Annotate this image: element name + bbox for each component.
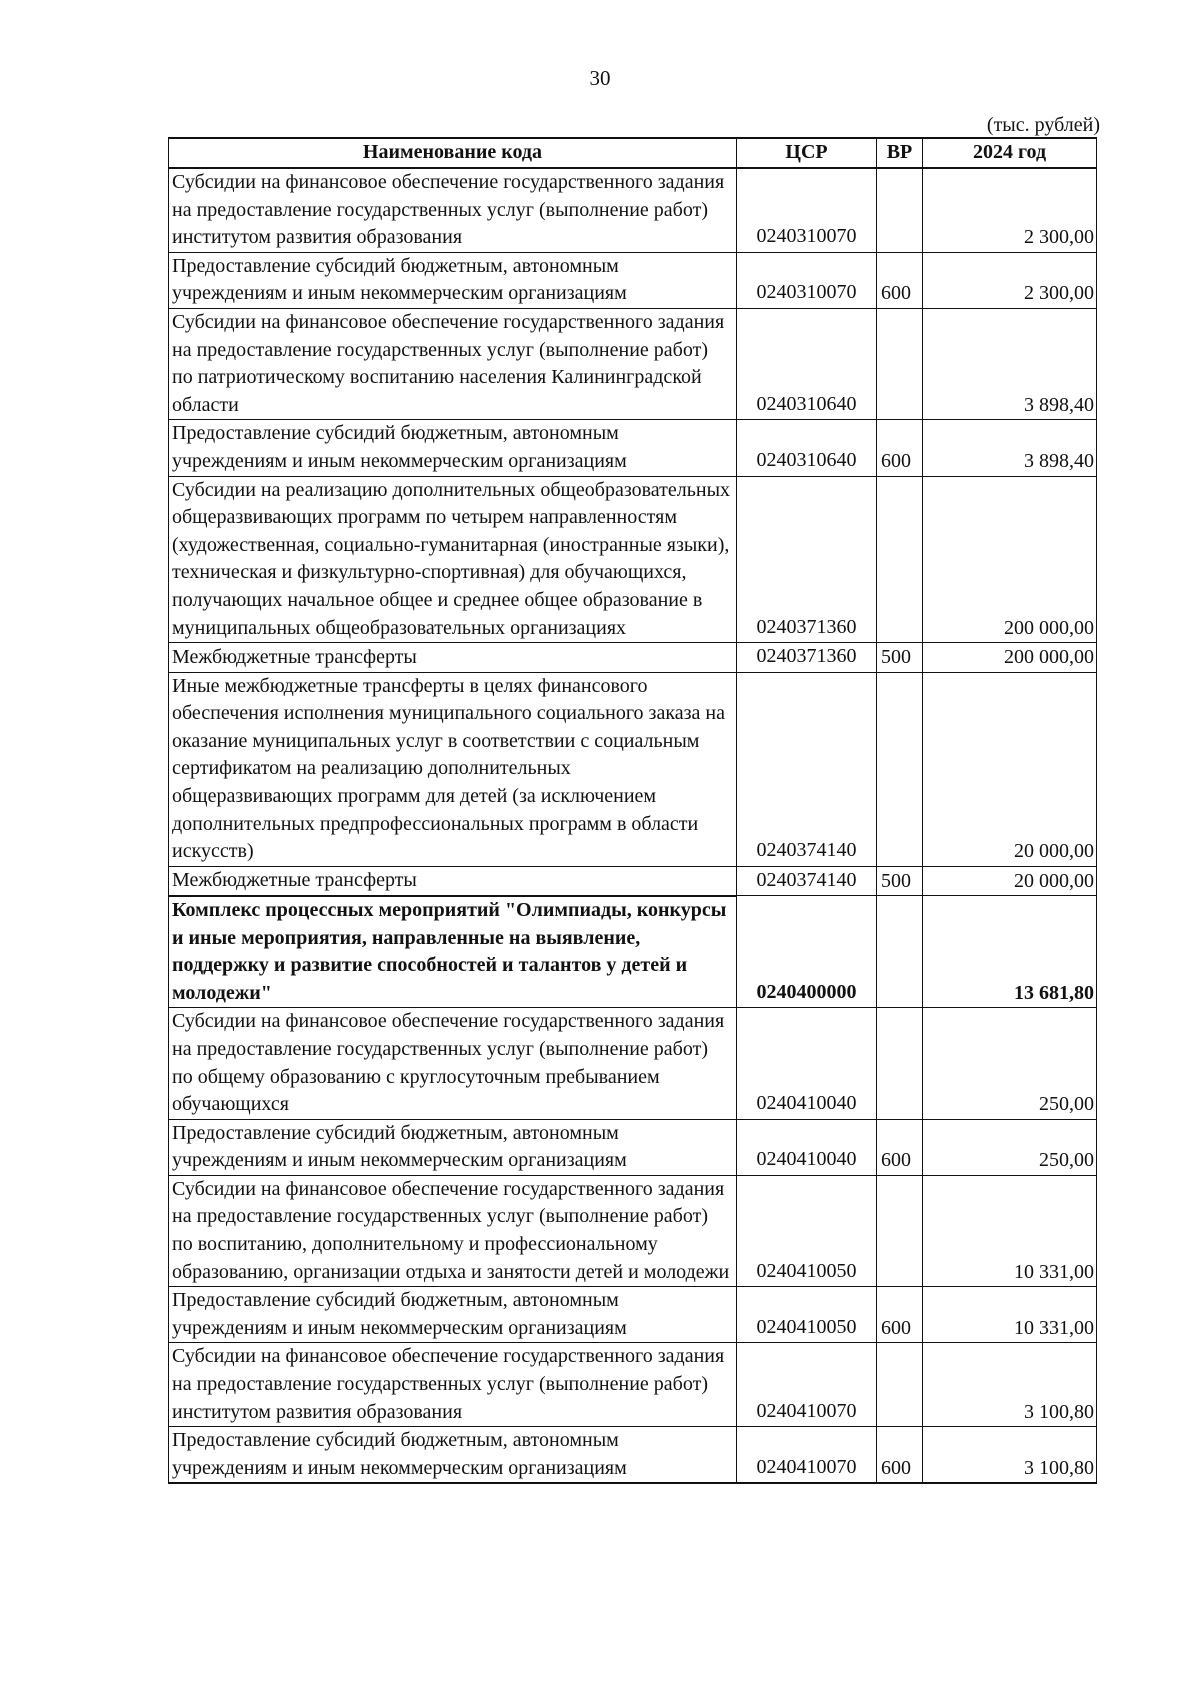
- cell-csr-code: 0240374140: [737, 866, 877, 896]
- cell-csr-code: 0240371360: [737, 476, 877, 643]
- cell-amount-2024: 2 300,00: [923, 252, 1097, 308]
- cell-csr-code: 0240410040: [737, 1119, 877, 1175]
- table-row: [169, 866, 1097, 896]
- cell-csr-code: 0240310070: [737, 252, 877, 308]
- cell-amount-2024: 3 100,80: [923, 1343, 1097, 1427]
- cell-vr-code: [877, 168, 923, 252]
- cell-vr-code: [877, 308, 923, 419]
- cell-csr-code: 0240310640: [737, 308, 877, 419]
- cell-name: Предоставление субсидий бюджетным, автономным учреждениям и иным некоммерческим организациям: [169, 1119, 737, 1175]
- budget-table: [168, 137, 1097, 1484]
- cell-vr-code: [877, 1343, 923, 1427]
- cell-name: Субсидии на финансовое обеспечение государственного задания на предоставление государственных услуг (выполнение работ) по патриотическому воспитанию населения Калининградской области: [169, 308, 737, 419]
- cell-amount-2024: 3 898,40: [923, 420, 1097, 476]
- cell-name: Межбюджетные трансферты: [169, 866, 737, 896]
- table-row: [169, 1343, 1097, 1427]
- header-year: 2024 год: [923, 138, 1097, 168]
- table-row: [169, 672, 1097, 866]
- table-body: [169, 168, 1097, 1483]
- cell-amount-2024: 13 681,80: [923, 896, 1097, 1008]
- cell-vr-code: [877, 476, 923, 643]
- cell-name: Субсидии на реализацию дополнительных общеобразовательных общеразвивающих программ по четырем направленностям (художественная, социально-гуманитарная (иностранные языки), техническая и физкультурно-спортивная) для обучающихся, получающих начальное общее и среднее общее образование в муниципальных общеобразовательных организациях: [169, 476, 737, 643]
- header-vr: ВР: [877, 138, 923, 168]
- cell-name: Субсидии на финансовое обеспечение государственного задания на предоставление государственных услуг (выполнение работ) институтом развития образования: [169, 168, 737, 252]
- table-row: [169, 896, 1097, 1008]
- table-header-row: [169, 138, 1097, 168]
- cell-csr-code: 0240410050: [737, 1175, 877, 1286]
- cell-csr-code: 0240400000: [737, 896, 877, 1008]
- cell-vr-code: 600: [877, 252, 923, 308]
- cell-name: Предоставление субсидий бюджетным, автономным учреждениям и иным некоммерческим организациям: [169, 1287, 737, 1343]
- cell-amount-2024: 3 898,40: [923, 308, 1097, 419]
- cell-vr-code: 600: [877, 1287, 923, 1343]
- cell-name: Субсидии на финансовое обеспечение государственного задания на предоставление государственных услуг (выполнение работ) институтом развития образования: [169, 1343, 737, 1427]
- cell-csr-code: 0240410050: [737, 1287, 877, 1343]
- cell-amount-2024: 10 331,00: [923, 1175, 1097, 1286]
- table-row: [169, 1008, 1097, 1119]
- cell-csr-code: 0240310640: [737, 420, 877, 476]
- cell-name: Предоставление субсидий бюджетным, автономным учреждениям и иным некоммерческим организациям: [169, 252, 737, 308]
- cell-amount-2024: 10 331,00: [923, 1287, 1097, 1343]
- cell-name: Предоставление субсидий бюджетным, автономным учреждениям и иным некоммерческим организациям: [169, 1427, 737, 1484]
- table-row: [169, 1427, 1097, 1484]
- cell-vr-code: 600: [877, 420, 923, 476]
- cell-vr-code: 600: [877, 1119, 923, 1175]
- table-row: [169, 476, 1097, 643]
- cell-name: Межбюджетные трансферты: [169, 643, 737, 673]
- cell-csr-code: 0240374140: [737, 672, 877, 866]
- cell-name: Комплекс процессных мероприятий "Олимпиады, конкурсы и иные мероприятия, направленные на выявление, поддержку и развитие способностей и талантов у детей и молодежи": [169, 896, 737, 1008]
- cell-amount-2024: 200 000,00: [923, 476, 1097, 643]
- cell-csr-code: 0240410070: [737, 1343, 877, 1427]
- cell-vr-code: [877, 896, 923, 1008]
- cell-vr-code: [877, 1175, 923, 1286]
- cell-vr-code: 500: [877, 643, 923, 673]
- header-csr: ЦСР: [737, 138, 877, 168]
- table-row: [169, 308, 1097, 419]
- table-row: [169, 168, 1097, 252]
- cell-amount-2024: 250,00: [923, 1119, 1097, 1175]
- cell-csr-code: 0240410040: [737, 1008, 877, 1119]
- cell-amount-2024: 20 000,00: [923, 866, 1097, 896]
- table-row: [169, 252, 1097, 308]
- cell-name: Иные межбюджетные трансферты в целях финансового обеспечения исполнения муниципального социального заказа на оказание муниципальных услуг в соответствии с социальным сертификатом на реализацию дополнительных общеразвивающих программ для детей (за исключением дополнительных предпрофессиональных программ в области искусств): [169, 672, 737, 866]
- cell-csr-code: 0240310070: [737, 168, 877, 252]
- cell-amount-2024: 200 000,00: [923, 643, 1097, 673]
- cell-name: Предоставление субсидий бюджетным, автономным учреждениям и иным некоммерческим организациям: [169, 420, 737, 476]
- table-row: [169, 1287, 1097, 1343]
- table-row: [169, 1175, 1097, 1286]
- cell-name: Субсидии на финансовое обеспечение государственного задания на предоставление государственных услуг (выполнение работ) по воспитанию, дополнительному и профессиональному образованию, организации отдыха и занятости детей и молодежи: [169, 1175, 737, 1286]
- cell-csr-code: 0240371360: [737, 643, 877, 673]
- cell-amount-2024: 20 000,00: [923, 672, 1097, 866]
- units-label: (тыс. рублей): [986, 114, 1100, 136]
- table-row: [169, 643, 1097, 673]
- page-number: 30: [589, 66, 611, 90]
- cell-amount-2024: 250,00: [923, 1008, 1097, 1119]
- header-name: Наименование кода: [169, 138, 737, 168]
- cell-csr-code: 0240410070: [737, 1427, 877, 1484]
- cell-amount-2024: 2 300,00: [923, 168, 1097, 252]
- cell-vr-code: 600: [877, 1427, 923, 1484]
- cell-vr-code: [877, 1008, 923, 1119]
- table-row: [169, 1119, 1097, 1175]
- cell-amount-2024: 3 100,80: [923, 1427, 1097, 1484]
- cell-vr-code: 500: [877, 866, 923, 896]
- cell-vr-code: [877, 672, 923, 866]
- table-row: [169, 420, 1097, 476]
- cell-name: Субсидии на финансовое обеспечение государственного задания на предоставление государственных услуг (выполнение работ) по общему образованию с круглосуточным пребыванием обучающихся: [169, 1008, 737, 1119]
